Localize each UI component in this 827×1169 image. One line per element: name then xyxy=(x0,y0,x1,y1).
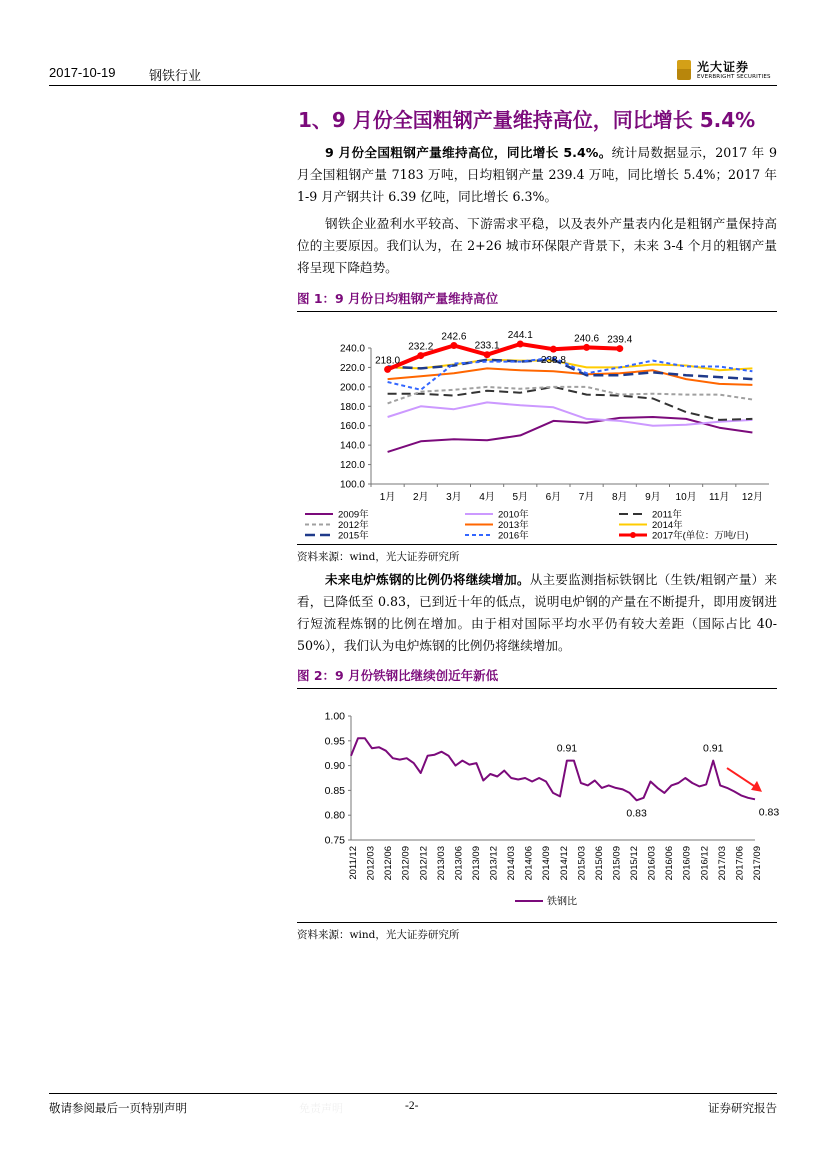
data-label: 240.6 xyxy=(574,333,600,345)
y-tick-label: 240.0 xyxy=(339,343,365,355)
footer-watermark: 免责声明 xyxy=(299,1102,343,1115)
data-label: 0.91 xyxy=(702,742,724,755)
y-tick-label: 0.80 xyxy=(324,809,345,822)
section-title: 1、9 月份全国粗钢产量维持高位，同比增长 5.4% xyxy=(298,108,756,132)
paragraph-3 xyxy=(297,569,777,657)
logo-en-text: EVERBRIGHT SECURITIES xyxy=(697,74,771,80)
data-point xyxy=(450,342,457,349)
data-label: 233.1 xyxy=(474,340,500,352)
page-number: -2- xyxy=(405,1100,419,1112)
x-tick-label: 2017/03 xyxy=(716,846,728,881)
figure-1-source: 资料来源：wind，光大证券研究所 xyxy=(297,551,460,563)
y-tick-label: 220.0 xyxy=(339,362,365,374)
report-date: 2017-10-19 xyxy=(49,65,116,80)
legend-marker xyxy=(630,532,636,538)
x-tick-label: 1月 xyxy=(379,492,396,503)
y-tick-label: 180.0 xyxy=(339,401,365,413)
series-line xyxy=(388,387,753,420)
data-point xyxy=(484,351,491,358)
x-tick-label: 2016/03 xyxy=(646,846,658,881)
figure-1-title: 图 1：9 月份日均粗钢产量维持高位 xyxy=(297,289,777,312)
data-point xyxy=(384,366,391,373)
page-header xyxy=(49,58,777,86)
x-tick-label: 2012/09 xyxy=(400,846,412,881)
x-tick-label: 2014/09 xyxy=(541,846,553,881)
y-tick-label: 120.0 xyxy=(339,460,365,472)
x-tick-label: 2014/06 xyxy=(523,846,535,881)
figure-1-chart xyxy=(297,310,777,545)
x-tick-label: 2012/03 xyxy=(365,846,377,881)
x-tick-label: 2015/09 xyxy=(611,846,623,881)
x-tick-label: 2016/12 xyxy=(699,846,711,881)
trend-arrow-head xyxy=(751,781,762,792)
y-tick-label: 100.0 xyxy=(339,479,365,491)
x-tick-label: 2016/06 xyxy=(664,846,676,881)
y-tick-label: 0.90 xyxy=(324,760,345,773)
legend-label: 2011年 xyxy=(652,509,682,521)
x-tick-label: 2012/06 xyxy=(383,846,395,881)
x-tick-label: 9月 xyxy=(645,492,661,503)
y-tick-label: 140.0 xyxy=(339,440,365,452)
x-tick-label: 2012/12 xyxy=(418,846,430,881)
figure-1-rule xyxy=(297,544,777,545)
figure-2-title: 图 2：9 月份铁钢比继续创近年新低 xyxy=(297,666,777,689)
x-tick-label: 3月 xyxy=(446,492,462,503)
logo-icon xyxy=(677,60,691,80)
page-footer xyxy=(49,1093,777,1117)
y-tick-label: 0.85 xyxy=(324,784,345,797)
x-tick-label: 2015/03 xyxy=(576,846,588,881)
paragraph-1 xyxy=(297,142,777,208)
y-tick-label: 0.75 xyxy=(324,834,345,847)
data-label: 239.4 xyxy=(607,334,633,346)
x-tick-label: 7月 xyxy=(578,492,595,503)
x-tick-label: 2月 xyxy=(412,492,429,503)
y-tick-label: 1.00 xyxy=(324,710,345,723)
legend-label: 2009年 xyxy=(338,509,369,521)
x-tick-label: 8月 xyxy=(611,492,628,503)
x-tick-label: 2011/12 xyxy=(348,846,359,880)
series-line xyxy=(388,387,753,404)
data-label: 232.2 xyxy=(408,341,434,353)
x-tick-label: 2017/06 xyxy=(734,846,746,881)
y-tick-label: 200.0 xyxy=(339,382,365,394)
data-label: 218.0 xyxy=(375,355,401,367)
series-line xyxy=(388,360,753,379)
legend-label: 2012年 xyxy=(338,520,369,531)
x-tick-label: 2013/03 xyxy=(435,846,447,881)
paragraph-1-body: 统计局数据显示，2017 年 9 月全国粗钢产量 7183 万吨，日均粗钢产量 239.4 万吨，同比增长 5.4%；2017 年 1-9 月产钢共计 6.39 亿吨，同比增长 6.3%。 xyxy=(297,145,777,204)
figure-2-source: 资料来源：wind，光大证券研究所 xyxy=(297,929,460,941)
figure-2-rule xyxy=(297,922,777,923)
series-line xyxy=(351,738,755,800)
logo-cn-text: 光大证券 xyxy=(697,60,750,74)
x-tick-label: 2015/12 xyxy=(629,846,641,881)
x-tick-label: 2014/03 xyxy=(506,846,518,881)
paragraph-3-lead: 未来电炉炼钢的比例仍将继续增加。 xyxy=(325,572,530,587)
data-label: 0.91 xyxy=(556,742,578,755)
trend-arrow xyxy=(727,768,757,788)
x-tick-label: 6月 xyxy=(545,492,562,503)
x-tick-label: 2014/12 xyxy=(558,846,570,881)
legend-label: 2017年(单位：万吨/日) xyxy=(652,530,749,542)
legend-label: 2010年 xyxy=(498,509,529,521)
logo xyxy=(677,58,777,84)
x-tick-label: 4月 xyxy=(479,492,495,503)
x-tick-label: 2013/06 xyxy=(453,846,465,881)
figure-2-chart xyxy=(297,690,780,922)
data-label: 244.1 xyxy=(507,330,533,342)
y-tick-label: 0.95 xyxy=(324,735,345,748)
data-label: 238.8 xyxy=(540,355,566,367)
x-tick-label: 2017/09 xyxy=(752,846,763,881)
data-point xyxy=(550,346,557,353)
x-tick-label: 5月 xyxy=(512,492,529,503)
x-tick-label: 12月 xyxy=(741,492,763,503)
data-point xyxy=(616,345,623,352)
data-point xyxy=(583,344,590,351)
x-tick-label: 11月 xyxy=(709,492,730,503)
legend-label: 2013年 xyxy=(498,520,529,531)
data-label: 242.6 xyxy=(441,331,467,343)
data-point xyxy=(517,341,524,348)
industry-label: 钢铁行业 xyxy=(149,69,202,84)
series-line xyxy=(388,417,753,452)
report-type: 证券研究报告 xyxy=(708,1101,777,1115)
legend-label: 2016年 xyxy=(498,530,529,542)
data-label: 0.83 xyxy=(626,807,647,820)
legend-label: 铁钢比 xyxy=(547,896,577,908)
legend-label: 2014年 xyxy=(652,520,683,531)
x-tick-label: 2015/06 xyxy=(593,846,605,881)
x-tick-label: 2016/09 xyxy=(681,846,693,881)
paragraph-3-body: 从主要监测指标铁钢比（生铁/粗钢产量）来看，已降低至 0.83，已到近十年的低点，说明电炉钢的产量在不断提升，即用废钢进行短流程炼钢的比例在增加。由于相对国际平均水平仍有较大差距（国际占比 40-50%），我们认为电炉炼钢的比例仍将继续增加。 xyxy=(297,572,777,653)
data-label: 0.83 xyxy=(758,806,780,819)
y-tick-label: 160.0 xyxy=(339,421,365,433)
legend-label: 2015年 xyxy=(338,530,369,542)
x-tick-label: 10月 xyxy=(675,492,697,503)
x-tick-label: 2013/12 xyxy=(488,846,500,881)
data-point xyxy=(417,352,424,359)
paragraph-2 xyxy=(297,213,777,279)
disclaimer-note: 敬请参阅最后一页特别声明 xyxy=(49,1101,187,1115)
paragraph-2-body: 钢铁企业盈利水平较高、下游需求平稳，以及表外产量表内化是粗钢产量保持高位的主要原因。我们认为，在 2+26 城市环保限产背景下，未来 3-4 个月的粗钢产量将呈现下降趋势。 xyxy=(297,216,777,275)
paragraph-1-lead: 9 月份全国粗钢产量维持高位，同比增长 5.4%。 xyxy=(325,145,612,160)
series-line xyxy=(388,368,753,385)
x-tick-label: 2013/09 xyxy=(470,846,482,881)
